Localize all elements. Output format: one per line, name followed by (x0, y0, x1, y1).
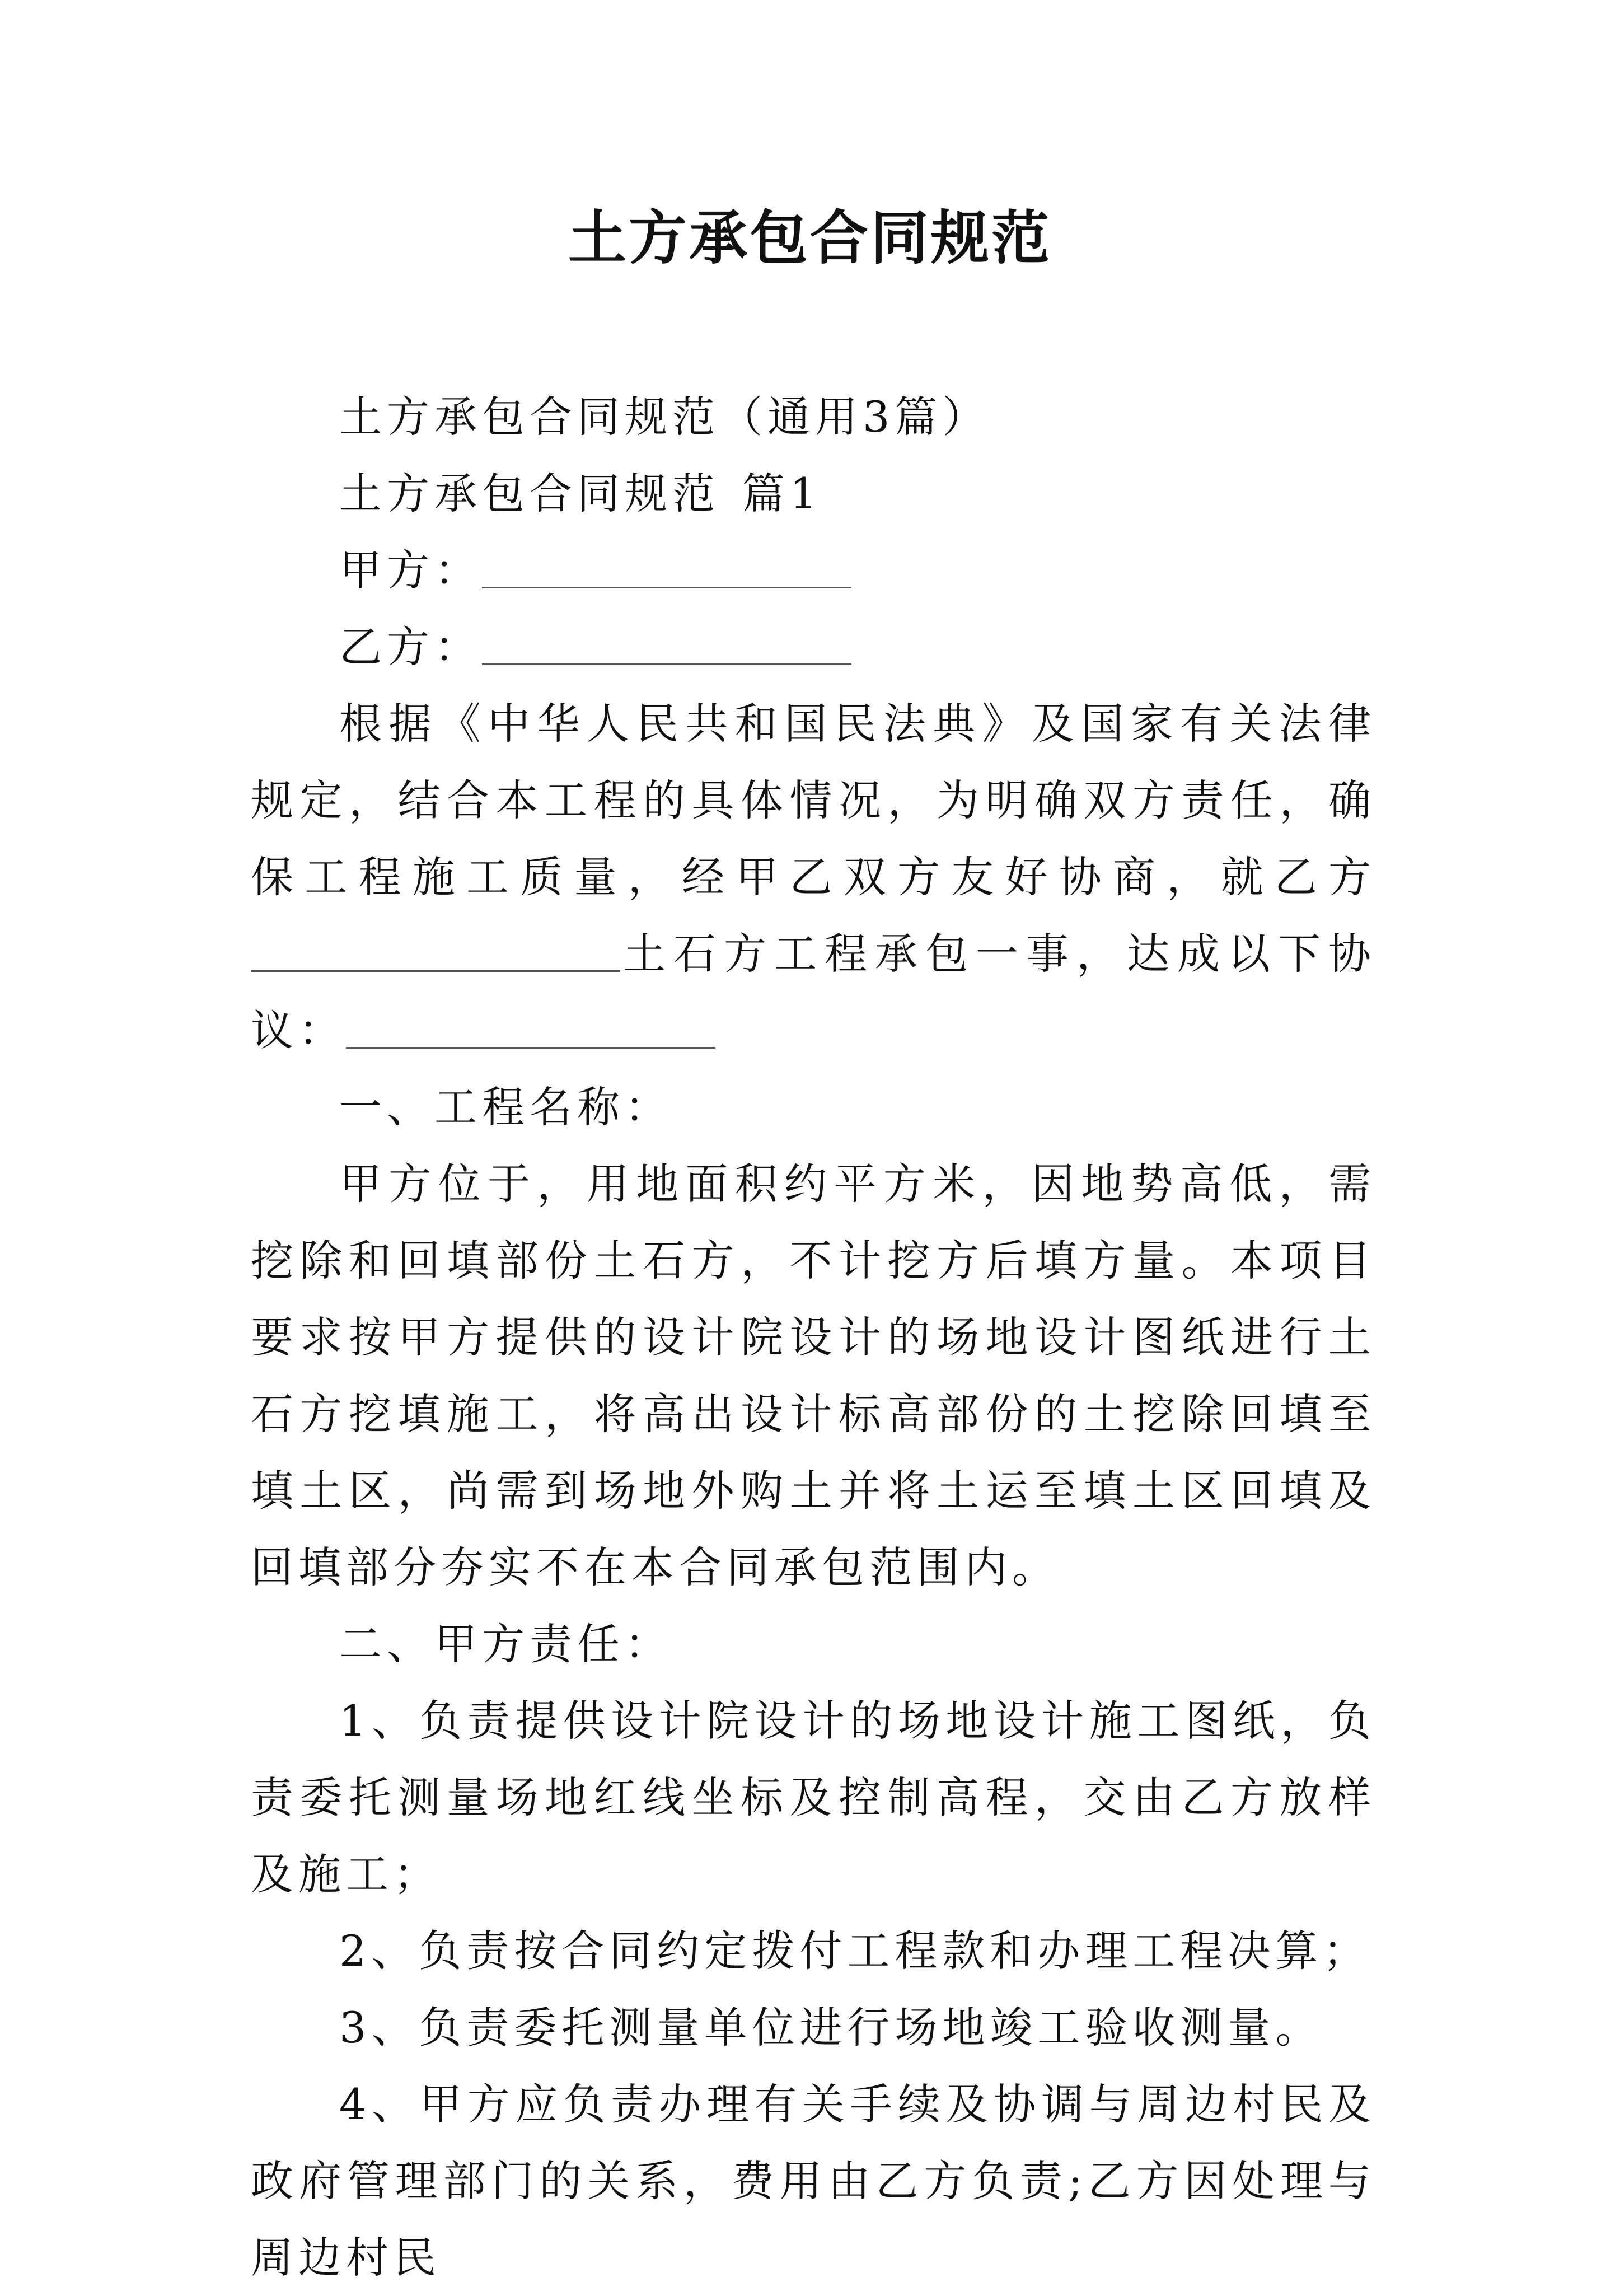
section2-heading: 二、甲方责任： (339, 1619, 672, 1669)
intro-text-before: 根据《中华人民共和国民法典》及国家有关法律规定，结合本工程的具体情况，为明确双方责任，确保工程施工质量，经甲乙双方友好协商，就乙方 (251, 699, 1376, 902)
part-heading-name: 土方承包合同规范 (339, 469, 720, 518)
party-a-blank (482, 549, 851, 588)
agreement-blank (346, 1009, 715, 1049)
party-a-line (251, 532, 1376, 609)
document-title: 土方承包合同规范 (568, 203, 1052, 272)
party-b-line (251, 609, 1376, 685)
section2-item: 3、负责委托测量单位进行场地竣工验收测量。 (339, 2003, 1323, 2052)
section1-heading: 一、工程名称： (339, 1082, 672, 1132)
part-heading-number: 篇1 (742, 469, 822, 518)
party-b-label: 乙方： (339, 622, 482, 672)
section2-item: 4、甲方应负责办理有关手续及协调与周边村民及政府管理部门的关系，费用由乙方负责;乙方因处理与周边村民 (251, 2079, 1376, 2283)
project-name-blank (251, 932, 620, 972)
party-b-blank (482, 625, 851, 665)
section2-item: 1、负责提供设计院设计的场地设计施工图纸，负责委托测量场地红线坐标及控制高程，交由乙方放样及施工； (251, 1696, 1376, 1899)
intro-paragraph (251, 685, 1376, 1069)
document-subtitle: 土方承包合同规范（通用3篇） (339, 392, 990, 442)
section2-item: 2、负责按合同约定拨付工程款和办理工程决算； (339, 1926, 1371, 1976)
party-a-label: 甲方： (339, 545, 482, 595)
section1-body: 甲方位于，用地面积约平方米，因地势高低，需挖除和回填部份土石方，不计挖方后填方量。本项目要求按甲方提供的设计院设计的场地设计图纸进行土石方挖填施工，将高出设计标高部份的土挖除回填至填土区，尚需到场地外购土并将土运至填土区回填及回填部分夯实不在本合同承包范围内。 (251, 1159, 1376, 1592)
part-heading (251, 455, 1376, 532)
intro-text-after: 土石方工程承包一事，达成以下协议： (251, 929, 1376, 1055)
document-body (251, 378, 1376, 2296)
